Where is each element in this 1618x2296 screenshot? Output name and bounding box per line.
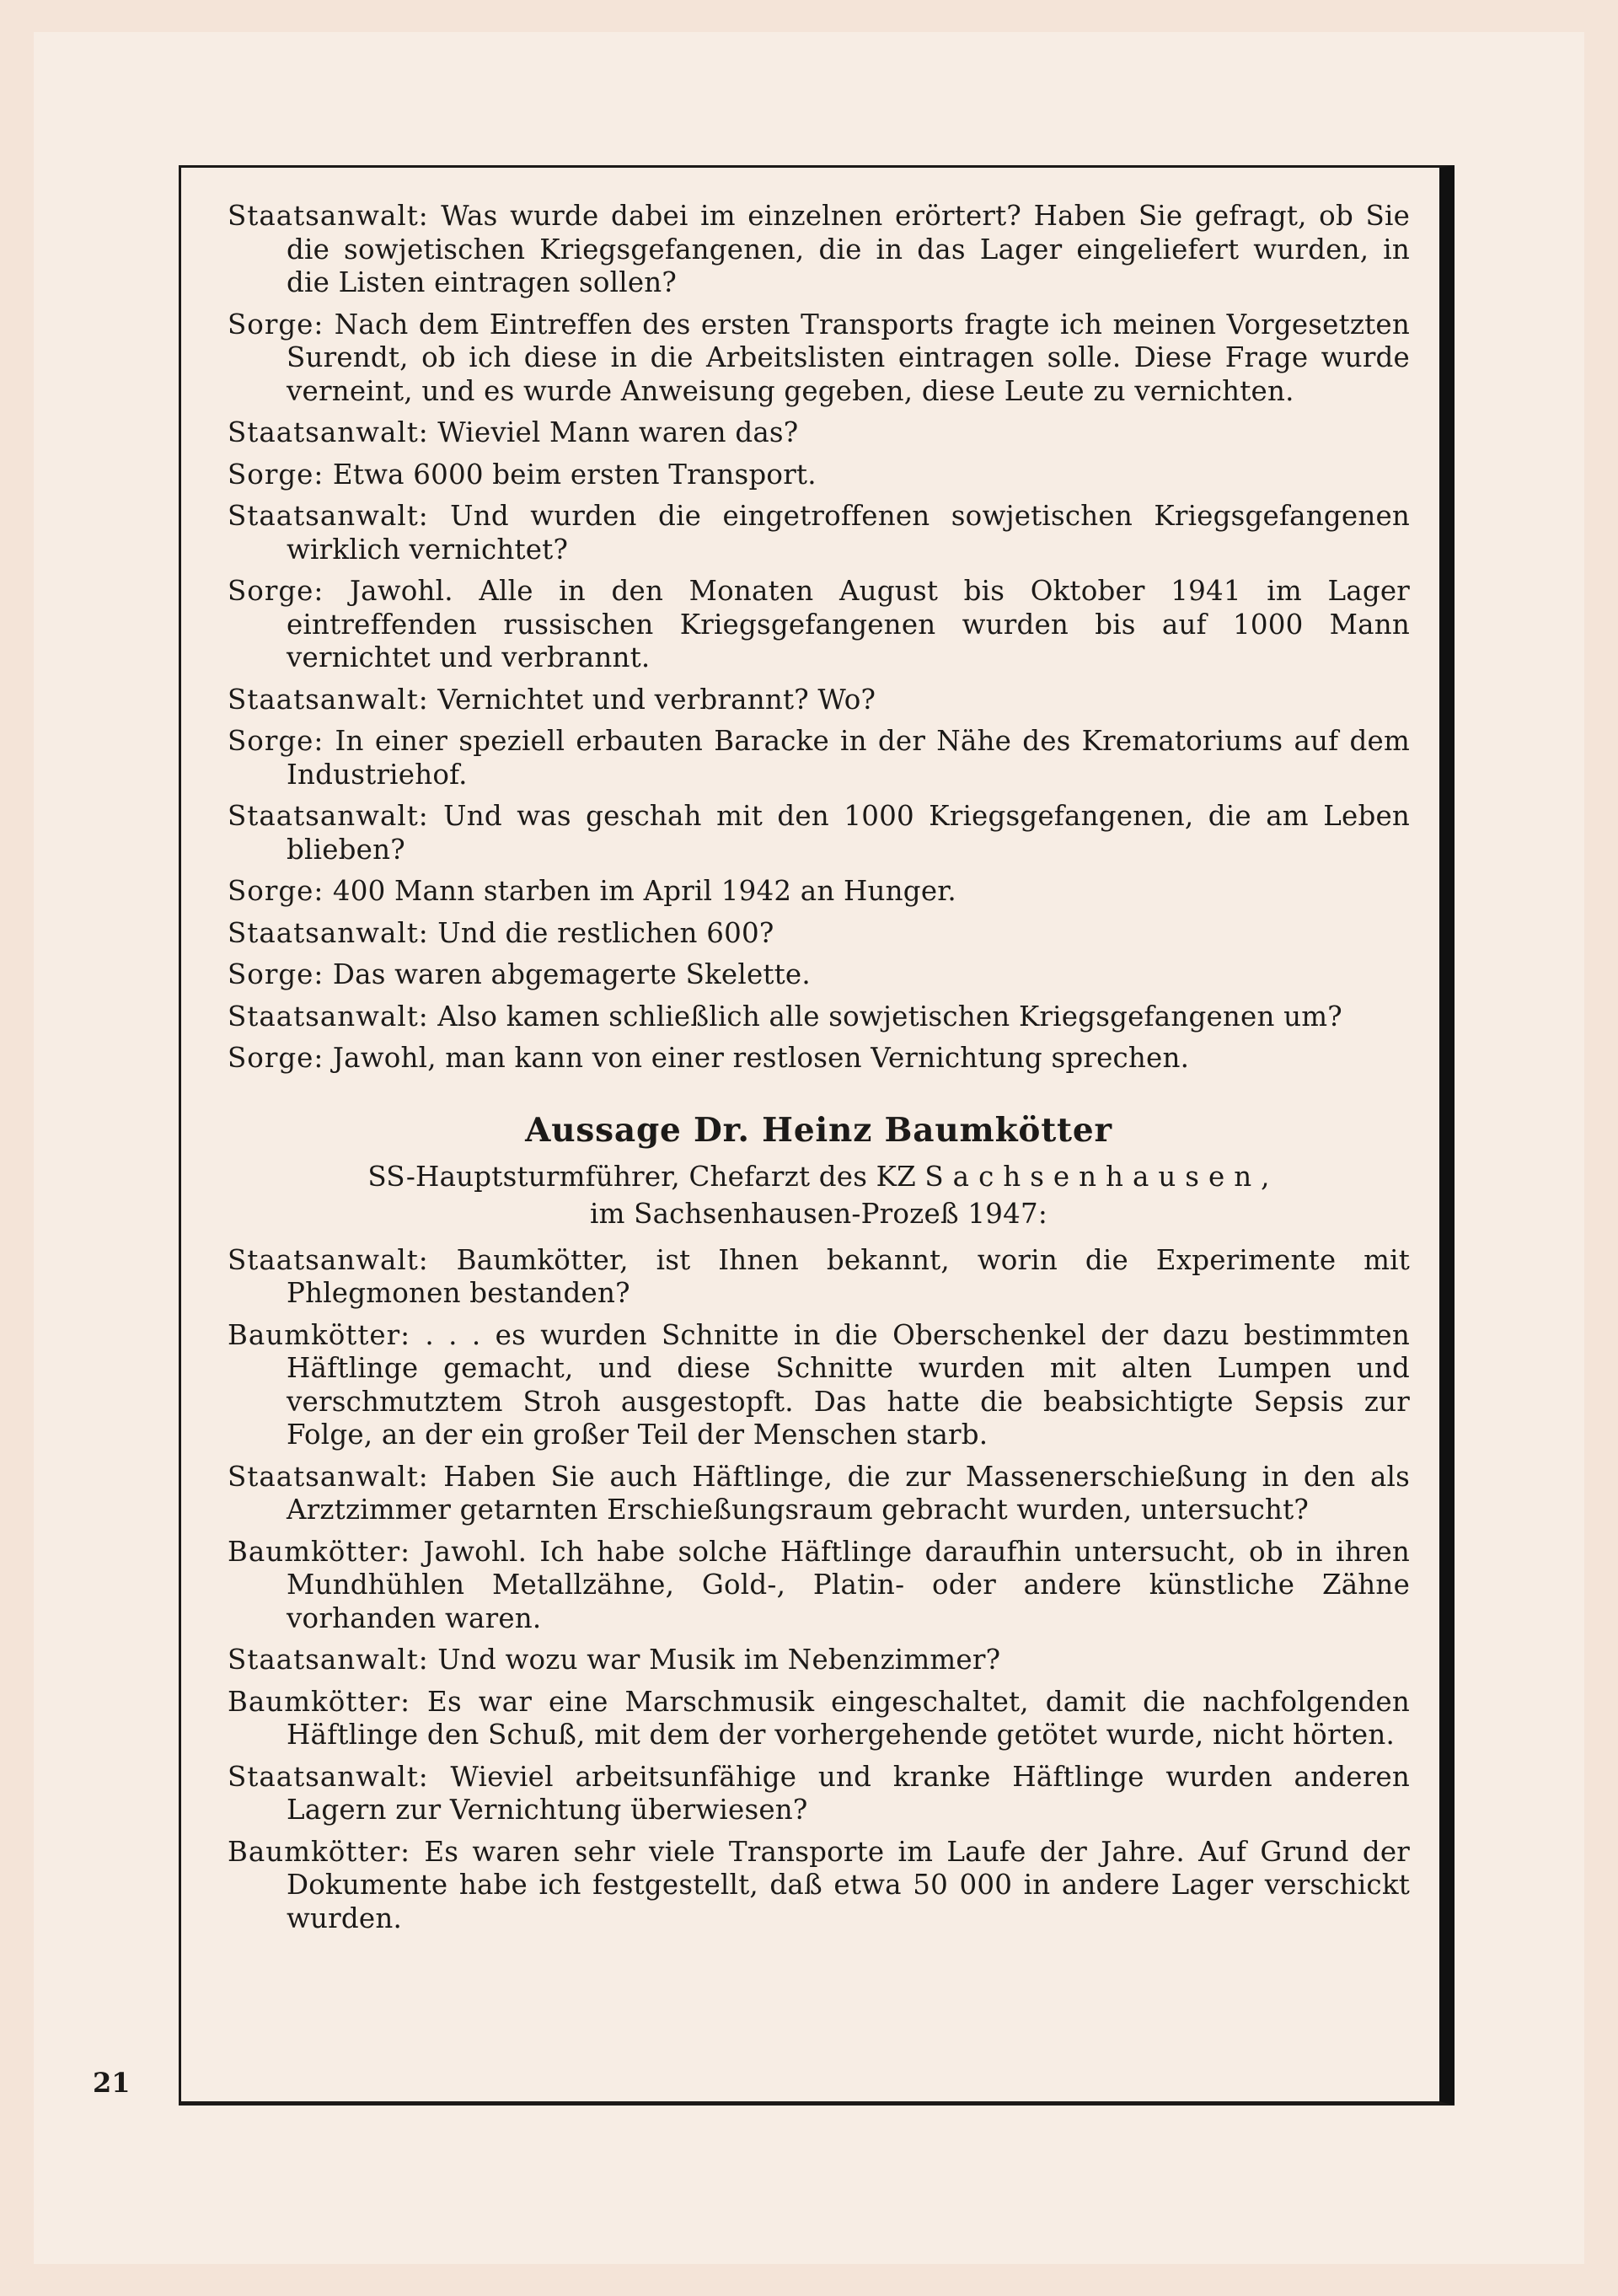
statement-text: Es waren sehr viele Transporte im Laufe der Jahre. Auf Grund der Dokumente habe ich festgestellt, daß etwa 50 000 in andere Lager verschickt wurden. bbox=[287, 1835, 1410, 1934]
speaker-label: Baumkötter: bbox=[228, 1318, 411, 1351]
statement-text: Baumkötter, ist Ihnen bekannt, worin die Experimente mit Phlegmonen bestanden? bbox=[287, 1243, 1411, 1309]
dialogue-entry bbox=[228, 917, 1410, 951]
dialogue-entry bbox=[228, 1836, 1410, 1936]
dialogue-entry bbox=[228, 800, 1410, 866]
statement-text: 400 Mann starben im April 1942 an Hunger. bbox=[332, 875, 956, 907]
speaker-label: Sorge: bbox=[228, 1042, 324, 1074]
dialogue-entry bbox=[228, 1536, 1410, 1636]
dialogue-entry bbox=[228, 1244, 1410, 1311]
dialogue-entry bbox=[228, 1686, 1410, 1752]
statement-text: Und was geschah mit den 1000 Kriegsgefangenen, die am Leben blieben? bbox=[287, 800, 1411, 866]
dialogue-entry bbox=[228, 200, 1410, 300]
dialogue-entry bbox=[228, 1644, 1410, 1677]
speaker-label: Sorge: bbox=[228, 958, 324, 990]
interrogation-baumkoetter bbox=[228, 1244, 1410, 1936]
text-frame bbox=[179, 165, 1455, 2106]
dialogue-entry bbox=[228, 459, 1410, 492]
speaker-label: Staatsanwalt: bbox=[228, 1243, 429, 1276]
dialogue-entry bbox=[228, 1319, 1410, 1452]
interrogation-sorge bbox=[228, 200, 1410, 1076]
speaker-label: Baumkötter: bbox=[228, 1535, 411, 1568]
dialogue-entry bbox=[228, 958, 1410, 992]
speaker-label: Staatsanwalt: bbox=[228, 683, 429, 716]
speaker-label: Staatsanwalt: bbox=[228, 1460, 429, 1493]
section-subheading bbox=[228, 1158, 1410, 1232]
speaker-label: Sorge: bbox=[228, 575, 324, 607]
dialogue-entry bbox=[228, 725, 1410, 791]
statement-text: Es war eine Marschmusik eingeschaltet, damit die nachfolgenden Häftlinge den Schuß, mit dem der vorhergehende getötet wurde, nicht hörten. bbox=[287, 1685, 1411, 1751]
page-number: 21 bbox=[93, 2067, 131, 2099]
dialogue-entry bbox=[228, 684, 1410, 717]
dialogue-entry bbox=[228, 875, 1410, 909]
speaker-label: Sorge: bbox=[228, 458, 324, 491]
dialogue-entry bbox=[228, 1042, 1410, 1076]
speaker-label: Staatsanwalt: bbox=[228, 1644, 429, 1676]
page-content bbox=[228, 200, 1410, 1944]
statement-text: Was wurde dabei im einzelnen erörtert? Haben Sie gefragt, ob Sie die sowjetischen Kriegsgefangenen, die in das Lager eingeliefert wurden, in die Listen eintragen sollen? bbox=[287, 200, 1410, 298]
speaker-label: Sorge: bbox=[228, 725, 324, 757]
subheading-camp-name: Sachsenhausen bbox=[924, 1160, 1262, 1193]
statement-text: Jawohl. Ich habe solche Häftlinge daraufhin untersucht, ob in ihren Mundhühlen Metallzähne, Gold-, Platin- oder andere künstliche Zähne vorhanden waren. bbox=[287, 1535, 1411, 1634]
speaker-label: Staatsanwalt: bbox=[228, 916, 429, 949]
statement-text: Nach dem Eintreffen des ersten Transports fragte ich meinen Vorgesetzten Surendt, ob ich diese in die Arbeitslisten eintragen solle. Diese Frage wurde verneint, und es wurde Anweisung gegeben, diese Leute zu vernichten. bbox=[287, 308, 1410, 407]
subheading-suffix: , bbox=[1261, 1160, 1270, 1193]
statement-text: Etwa 6000 beim ersten Transport. bbox=[332, 458, 817, 491]
statement-text: Haben Sie auch Häftlinge, die zur Massenerschießung in den als Arztzimmer getarnten Erschießungsraum gebracht wurden, untersucht? bbox=[287, 1460, 1411, 1526]
speaker-label: Staatsanwalt: bbox=[228, 500, 429, 532]
statement-text: Also kamen schließlich alle sowjetischen Kriegsgefangenen um? bbox=[437, 1000, 1342, 1033]
speaker-label: Baumkötter: bbox=[228, 1685, 411, 1718]
dialogue-entry bbox=[228, 575, 1410, 675]
speaker-label: Baumkötter: bbox=[228, 1835, 411, 1868]
statement-text: Vernichtet und verbrannt? Wo? bbox=[437, 683, 876, 716]
dialogue-entry bbox=[228, 1000, 1410, 1034]
speaker-label: Sorge: bbox=[228, 308, 324, 341]
dialogue-entry bbox=[228, 1761, 1410, 1827]
dialogue-entry bbox=[228, 308, 1410, 409]
dialogue-entry bbox=[228, 1461, 1410, 1527]
speaker-label: Staatsanwalt: bbox=[228, 1760, 429, 1793]
speaker-label: Staatsanwalt: bbox=[228, 200, 429, 232]
section-heading: Aussage Dr. Heinz Baumkötter bbox=[525, 1110, 1112, 1150]
subheading-line-2: im Sachsenhausen-Prozeß 1947: bbox=[589, 1197, 1048, 1230]
speaker-label: Staatsanwalt: bbox=[228, 800, 429, 832]
dialogue-entry bbox=[228, 416, 1410, 450]
statement-text: Wieviel arbeitsunfähige und kranke Häftlinge wurden anderen Lagern zur Vernichtung überwiesen? bbox=[287, 1760, 1411, 1826]
statement-text: Und wozu war Musik im Nebenzimmer? bbox=[437, 1644, 1001, 1676]
statement-text: Wieviel Mann waren das? bbox=[437, 416, 799, 448]
dialogue-entry bbox=[228, 500, 1410, 566]
speaker-label: Sorge: bbox=[228, 875, 324, 907]
subheading-line-1 bbox=[228, 1158, 1410, 1195]
statement-text: In einer speziell erbauten Baracke in der Nähe des Krematoriums auf dem Industriehof. bbox=[287, 725, 1410, 791]
statement-text: Und wurden die eingetroffenen sowjetischen Kriegsgefangenen wirklich vernichtet? bbox=[287, 500, 1411, 566]
statement-text: . . . es wurden Schnitte in die Oberschenkel der dazu bestimmten Häftlinge gemacht, und diese Schnitte wurden mit alten Lumpen und verschmutztem Stroh ausgestopft. Das hatte die beabsichtigte Sepsis zur Folge, an der ein großer Teil der Menschen starb. bbox=[287, 1318, 1410, 1451]
statement-text: Das waren abgemagerte Skelette. bbox=[332, 958, 811, 990]
speaker-label: Staatsanwalt: bbox=[228, 1000, 429, 1033]
subheading-prefix: SS-Hauptsturmführer, Chefarzt des KZ bbox=[367, 1160, 916, 1193]
speaker-label: Staatsanwalt: bbox=[228, 416, 429, 448]
statement-text: Jawohl. Alle in den Monaten August bis Oktober 1941 im Lager eintreffenden russischen Kriegsgefangenen wurden bis auf 1000 Mann vernichtet und verbrannt. bbox=[287, 575, 1411, 673]
statement-text: Jawohl, man kann von einer restlosen Vernichtung sprechen. bbox=[332, 1042, 1190, 1074]
statement-text: Und die restlichen 600? bbox=[437, 916, 774, 949]
